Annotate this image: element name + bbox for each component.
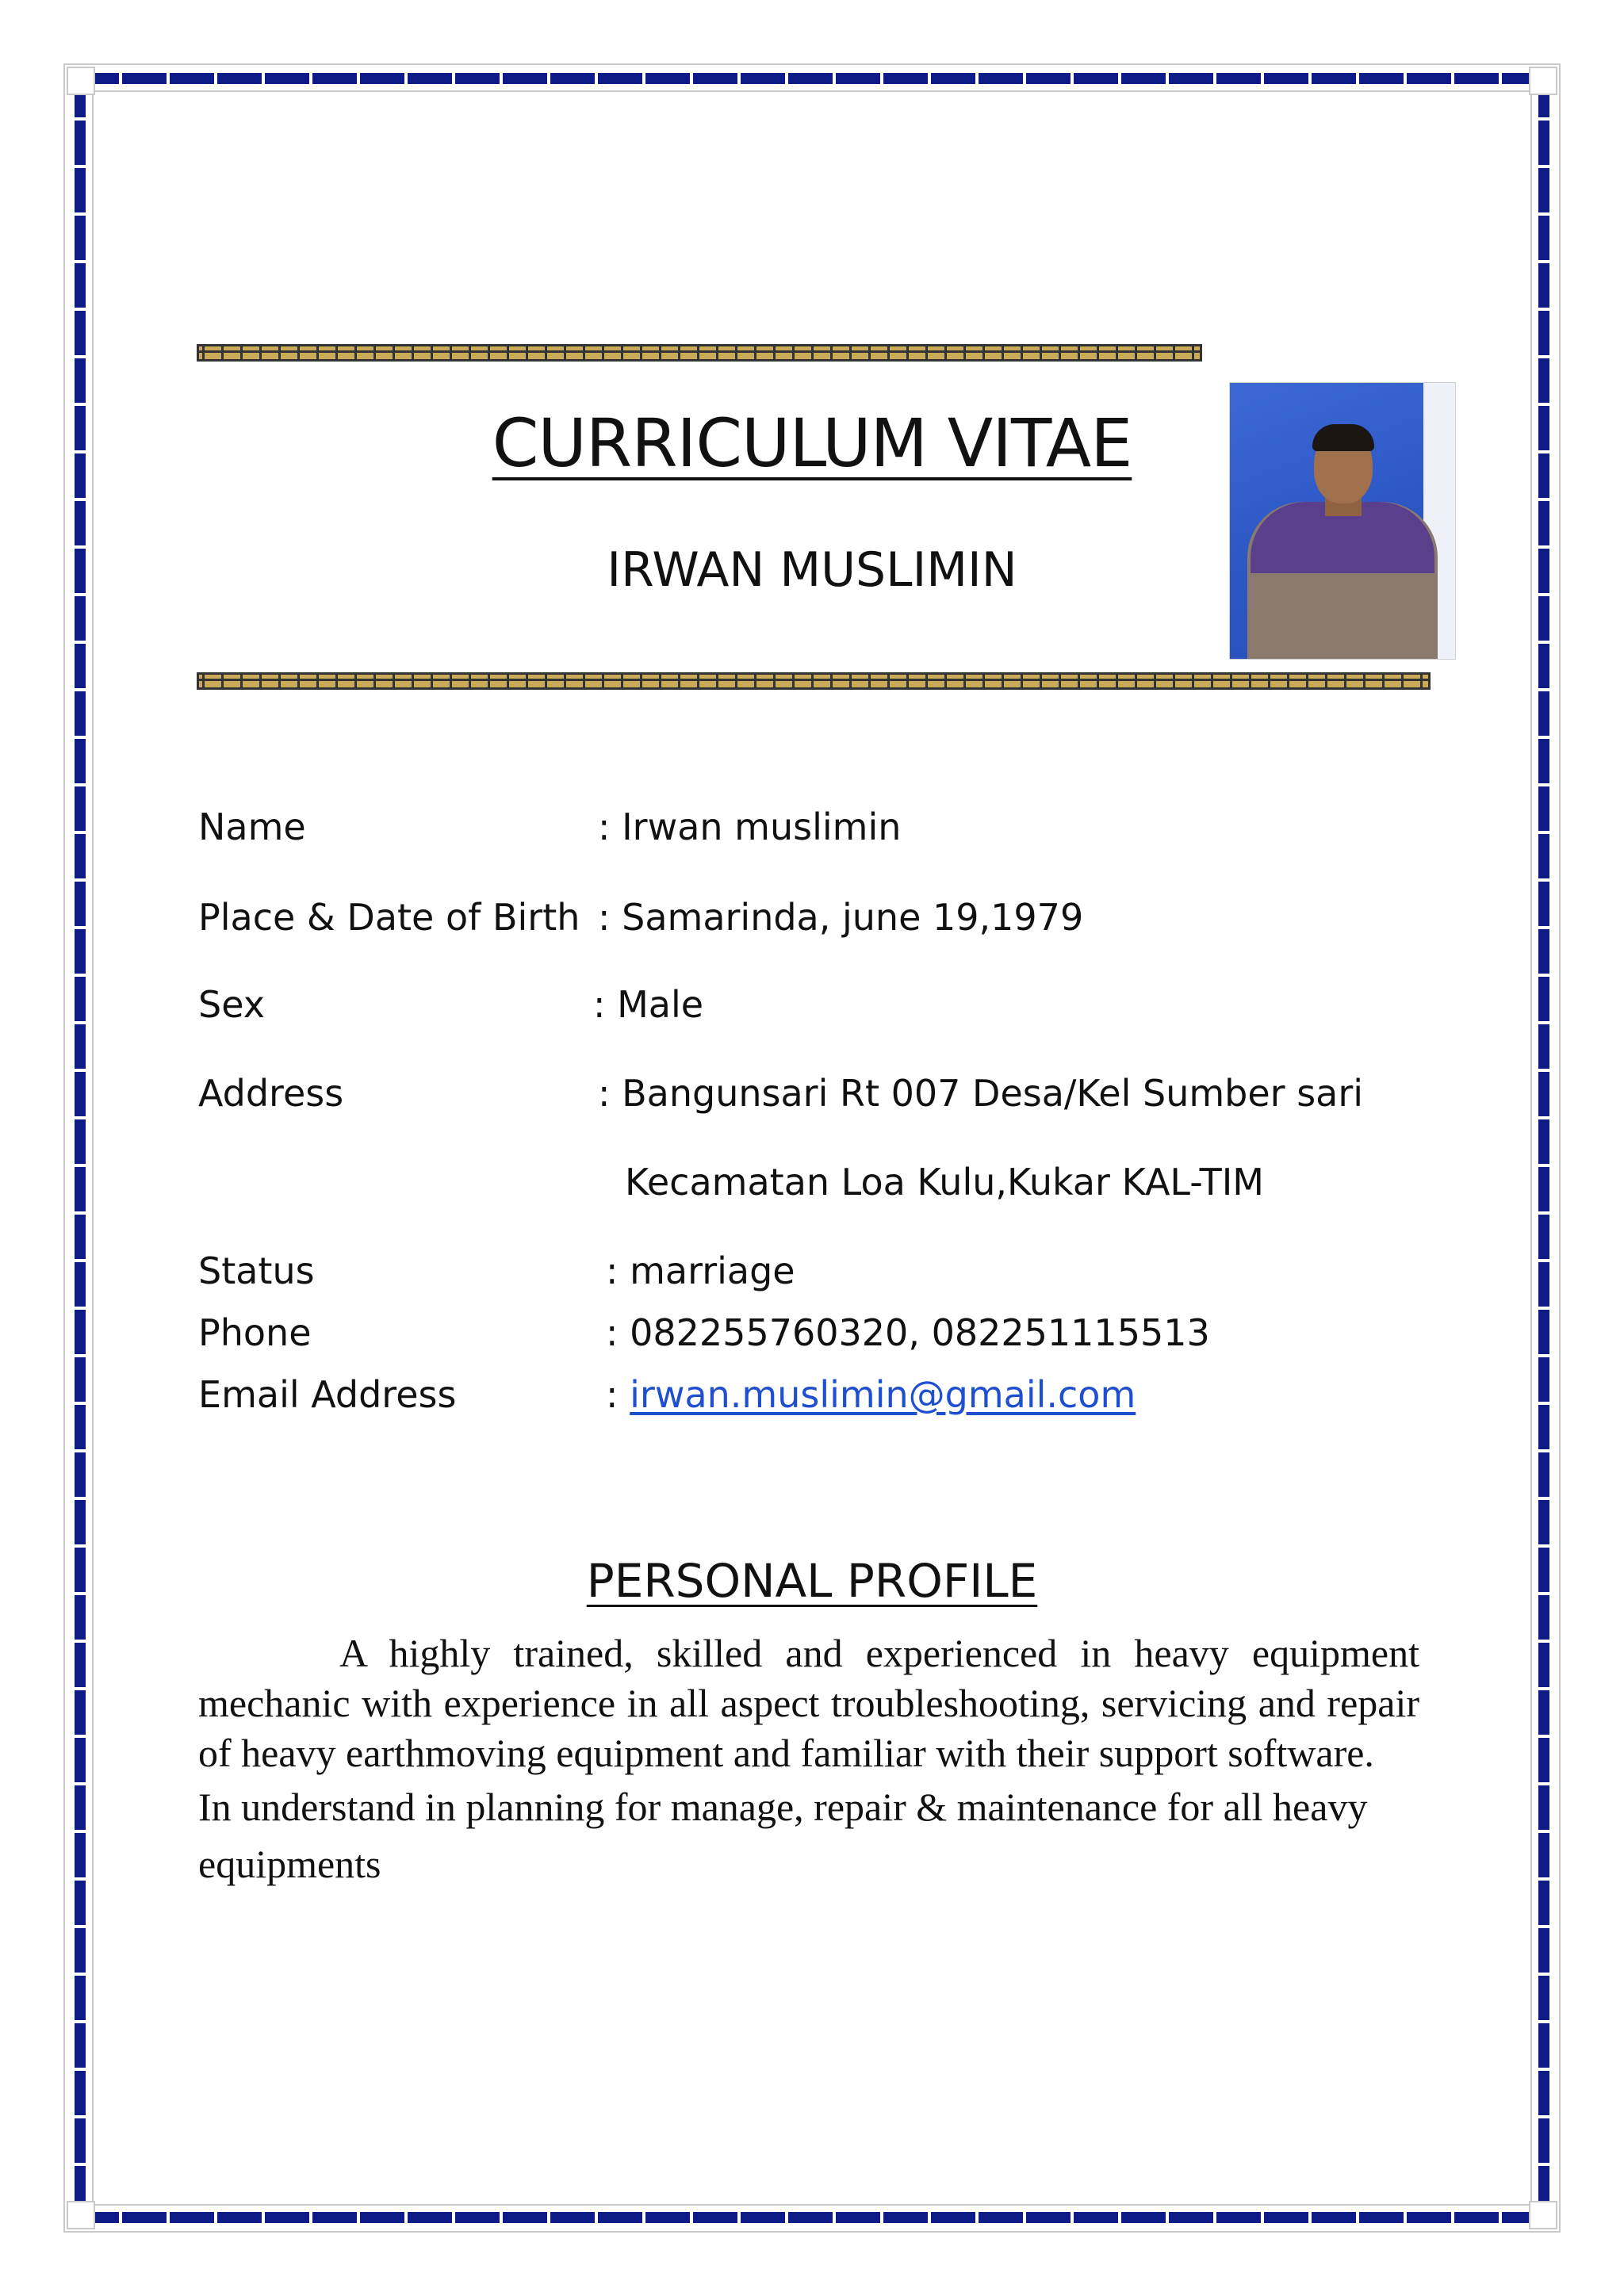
profile-photo (1229, 382, 1456, 660)
personal-profile-heading: PERSONAL PROFILE (586, 1554, 1038, 1608)
cv-name-heading: IRWAN MUSLIMIN (607, 542, 1017, 598)
border-ticks-right (1538, 73, 1549, 2223)
detail-value: : Samarinda, june 19,1979 (598, 896, 1084, 939)
detail-label: Name (198, 806, 306, 848)
border-ticks-left (75, 73, 86, 2223)
personal-profile-text (198, 1628, 1419, 1892)
detail-label: Place & Date of Birth (198, 896, 580, 939)
corner-top-right (1529, 67, 1557, 95)
cv-title: CURRICULUM VITAE (492, 404, 1132, 482)
detail-label: Sex (198, 983, 265, 1026)
detail-value: : Male (593, 983, 704, 1026)
email-link[interactable]: irwan.muslimin@gmail.com (630, 1373, 1136, 1416)
detail-value: : 082255760320, 082251115513 (606, 1311, 1210, 1354)
detail-value: : Bangunsari Rt 007 Desa/Kel Sumber sari (598, 1072, 1364, 1115)
detail-value: : marriage (606, 1249, 795, 1292)
detail-label: Email Address (198, 1373, 457, 1416)
detail-value: : irwan.muslimin@gmail.com (606, 1373, 1136, 1416)
detail-label: Status (198, 1249, 315, 1292)
corner-top-left (67, 67, 95, 95)
profile-paragraph-2: In understand in planning for manage, repair & maintenance for all heavy equipments (198, 1785, 1368, 1886)
border-ticks-top (75, 73, 1549, 84)
greek-key-divider-bottom (197, 672, 1431, 690)
detail-value: Kecamatan Loa Kulu,Kukar KAL-TIM (625, 1161, 1264, 1203)
greek-key-divider-top (197, 344, 1202, 362)
detail-label: Phone (198, 1311, 312, 1354)
detail-label: Address (198, 1072, 344, 1115)
corner-bottom-left (67, 2201, 95, 2229)
corner-bottom-right (1529, 2201, 1557, 2229)
profile-paragraph-1: A highly trained, skilled and experienced in heavy equipment mechanic with experience in all aspect troubleshooting, servicing and repair of heavy earthmoving equipment and familiar with their support software. (198, 1631, 1419, 1775)
detail-value: : Irwan muslimin (598, 806, 902, 848)
border-ticks-bottom (75, 2212, 1549, 2223)
